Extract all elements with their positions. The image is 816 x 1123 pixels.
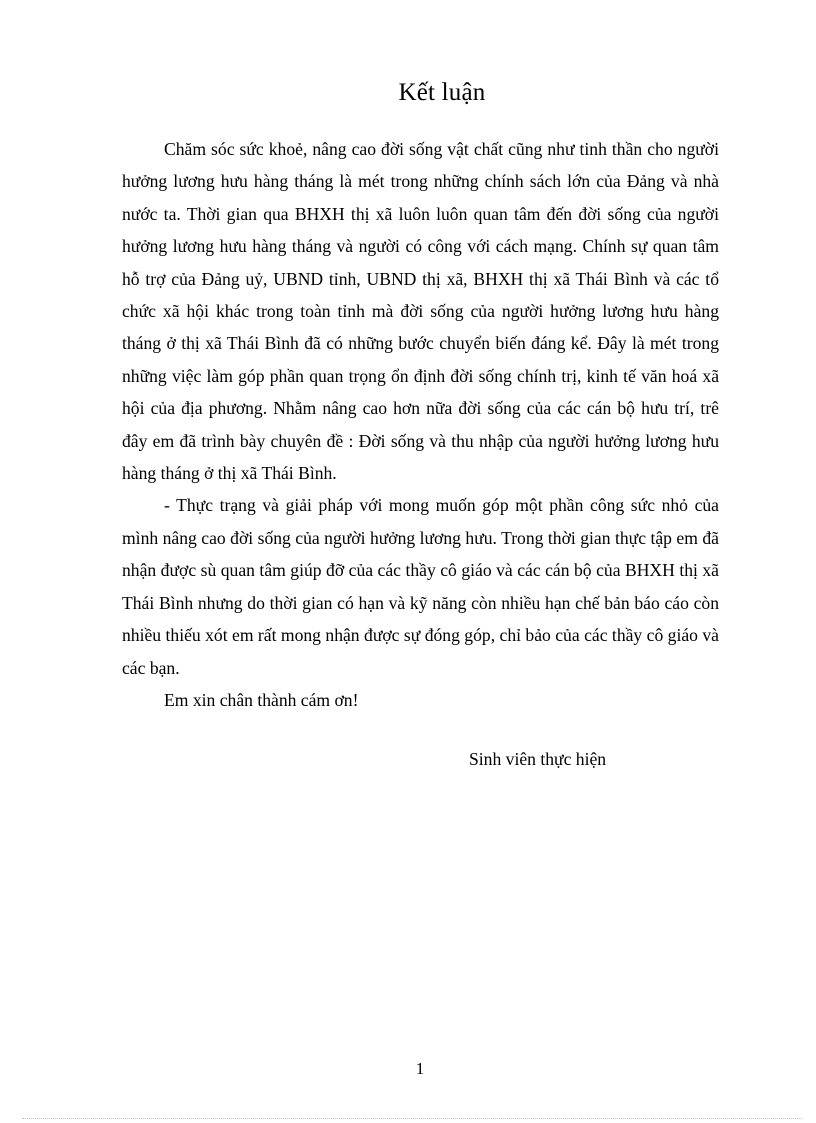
paragraph-intro: Chăm sóc sức khoẻ, nâng cao đời sống vật chất cũng như tinh thần cho người hưởng lương hưu hàng tháng là mét trong những chính sách lớn của Đảng và nhà nước ta. Thời gian qua BHXH thị xã luôn luôn quan tâm đến đời sống của người hưởng lương hưu hàng tháng và người có công với cách mạng. Chính sự quan tâm hỗ trợ của Đảng uỷ, UBND tỉnh, UBND thị xã, BHXH thị xã Thái Bình và các tổ chức xã hội khác trong toàn tỉnh mà đời sống của người hưởng lương hưu hàng tháng ở thị xã Thái Bình đã có những bước chuyển biến đáng kể. Đây là mét trong những việc làm góp phần quan trọng ổn định đời sống chính trị, kinh tế văn hoá xã hội của địa phương. Nhằm nâng cao hơn nữa đời sống của các cán bộ hưu trí, trê đây em đã trình bày chuyên đề : Đời sống và thu nhập của người hưởng lương hưu hàng tháng ở thị xã Thái Bình. (122, 139, 719, 484)
paragraph-solutions: - Thực trạng và giải pháp với mong muốn góp một phần công sức nhỏ của mình nâng cao đời sống của người hưởng lương hưu. Trong thời gian thực tập em đã nhận được sù quan tâm giúp đỡ của các thầy cô giáo và các cán bộ của BHXH thị xã Thái Bình nhưng do thời gian có hạn và kỹ năng còn nhiều hạn chế bản báo cáo còn nhiều thiếu xót em rất mong nhận được sự đóng góp, chỉ bảo của các thầy cô giáo và các bạn. (122, 495, 719, 678)
body-text (122, 133, 719, 716)
page-title: Kết luận (398, 79, 486, 106)
page-bottom-divider (22, 1118, 802, 1119)
signature-label: Sinh viên thực hiện (469, 749, 607, 769)
page-number: 1 (415, 1059, 425, 1078)
paragraph-thanks: Em xin chân thành cám ơn! (164, 689, 359, 710)
